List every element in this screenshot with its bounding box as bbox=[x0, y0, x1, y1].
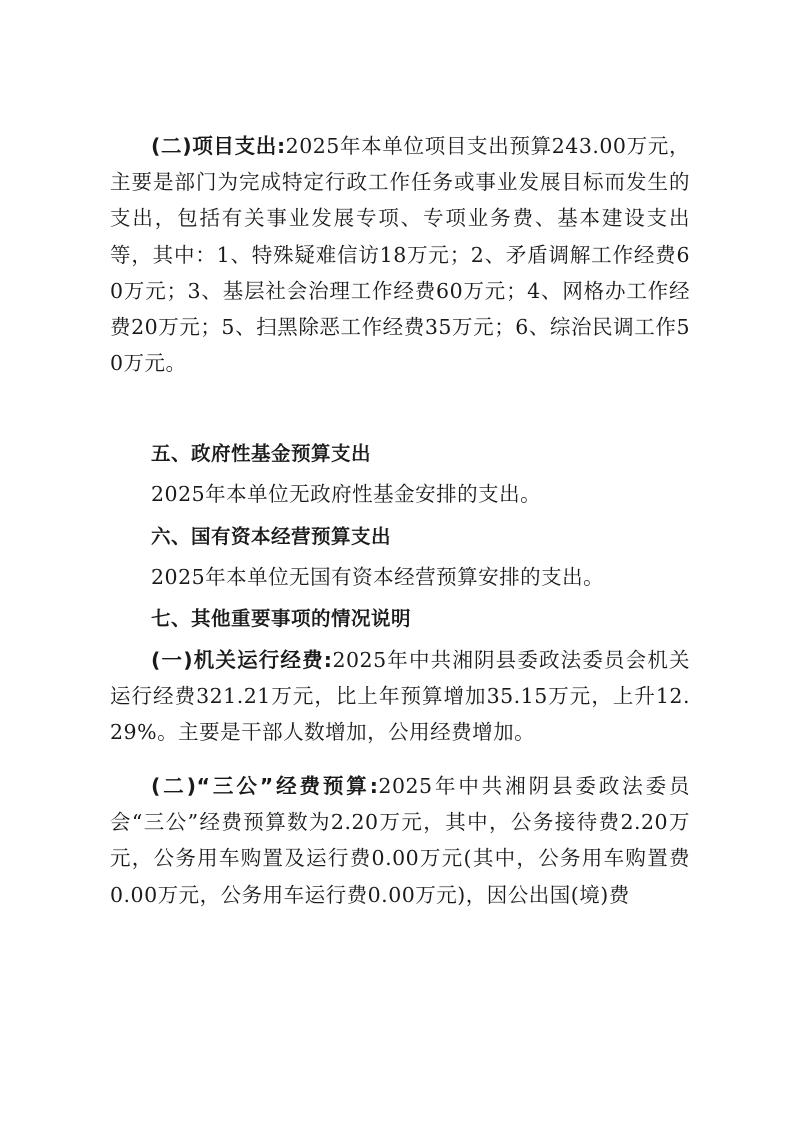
section6-heading: 六、国有资本经营预算支出 bbox=[151, 525, 392, 548]
project-expense-body: 2025年本单位项目支出预算243.00万元，主要是部门为完成特定行政工作任务或事业发展目标而发生的支出，包括有关事业发展专项、专项业务费、基本建设支出等，其中：1、特殊疑难信访18万元；2、矛盾调解工作经费60万元；3、基层社会治理工作经费60万元；4、网格办工作经费20万元；5、扫黑除恶工作经费35万元；6、综治民调工作50万元。 bbox=[110, 134, 690, 376]
three-public-expense-label: (二)“三公”经费预算: bbox=[151, 774, 379, 798]
operating-expense-label: (一)机关运行经费: bbox=[151, 648, 333, 672]
section7-heading: 七、其他重要事项的情况说明 bbox=[151, 607, 412, 630]
three-public-expense-paragraph bbox=[110, 768, 690, 913]
section5-heading: 五、政府性基金预算支出 bbox=[151, 442, 372, 465]
operating-expense-body: 2025年中共湘阴县委政法委员会机关运行经费321.21万元，比上年预算增加35.15万元，上升12.29%。主要是干部人数增加，公用经费增加。 bbox=[110, 648, 691, 745]
three-public-expense-body: 2025年中共湘阴县委政法委员会“三公”经费预算数为2.20万元，其中，公务接待费2.20万元，公务用车购置及运行费0.00万元(其中，公务用车购置费0.00万元，公务用车运行费0.00万元)，因公出国(境)费 bbox=[110, 774, 690, 907]
section6-body: 2025年本单位无国有资本经营预算安排的支出。 bbox=[151, 565, 605, 589]
section5-body: 2025年本单位无政府性基金安排的支出。 bbox=[151, 482, 542, 506]
project-expense-paragraph bbox=[110, 128, 690, 381]
operating-expense-paragraph bbox=[110, 642, 690, 751]
project-expense-label: (二)项目支出: bbox=[151, 134, 286, 158]
